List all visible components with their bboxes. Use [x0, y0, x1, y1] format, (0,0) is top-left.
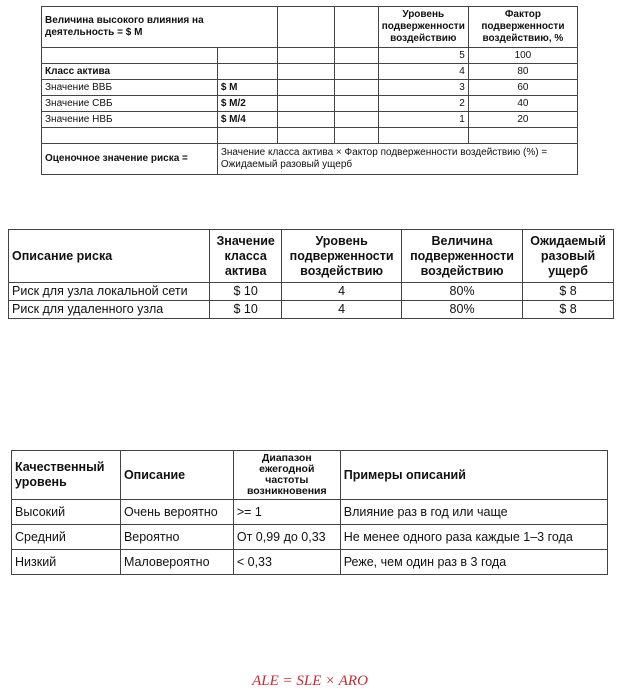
empty-cell: [278, 80, 335, 96]
empty-cell: [217, 64, 277, 80]
ale-formula: ALE = SLE × ARO: [252, 673, 368, 689]
single-loss: $ 8: [523, 301, 614, 319]
empty-cell: [335, 48, 378, 64]
level-cell: 4: [378, 64, 468, 80]
level-cell: 2: [378, 96, 468, 112]
single-loss: $ 8: [523, 283, 614, 301]
empty-cell: [468, 128, 577, 144]
empty-cell: [335, 96, 378, 112]
empty-cell: [42, 128, 218, 144]
empty-cell: [278, 128, 335, 144]
col-header: Качественный уровень: [12, 451, 121, 500]
asset-value: $ 10: [210, 301, 282, 319]
exposure-level: 4: [282, 283, 402, 301]
empty-cell: [335, 112, 378, 128]
col-header: Примеры описаний: [340, 451, 607, 500]
empty-cell: [335, 80, 378, 96]
col-header: Описание риска: [9, 230, 210, 283]
empty-cell: [278, 112, 335, 128]
empty-cell: [278, 48, 335, 64]
table-row: [42, 64, 578, 80]
empty-cell: [335, 7, 378, 48]
exposure-factor: 80%: [402, 301, 523, 319]
col-header: Величина подверженности воздействию: [402, 230, 523, 283]
table-row: [12, 525, 608, 550]
empty-cell: [217, 128, 277, 144]
occurrence-frequency-table: [11, 450, 608, 575]
table-row: [9, 301, 614, 319]
value-cell: $ M: [217, 80, 277, 96]
exposure-level: 4: [282, 301, 402, 319]
empty-cell: [278, 7, 335, 48]
frequency-range: От 0,99 до 0,33: [233, 525, 340, 550]
table-row: [42, 112, 578, 128]
table-header-row: [12, 451, 608, 500]
exposure-factor: 80%: [402, 283, 523, 301]
value-cell: $ M/4: [217, 112, 277, 128]
formula-row: [42, 144, 578, 175]
factor-cell: 100: [468, 48, 577, 64]
col-header: Ожидаемый разовый ущерб: [523, 230, 614, 283]
factor-cell: 80: [468, 64, 577, 80]
risk-assessment-table: [8, 229, 614, 319]
table-header-row: [9, 230, 614, 283]
formula-label: Оценочное значение риска =: [42, 144, 218, 175]
risk-description: Риск для узла локальной сети: [9, 283, 210, 301]
col-header: Описание: [120, 451, 233, 500]
qualitative-level: Высокий: [12, 500, 121, 525]
example: Реже, чем один раз в 3 года: [340, 550, 607, 575]
impact-title-cell: Величина высокого влияния на деятельность = $ M: [42, 7, 278, 48]
table-row: [42, 128, 578, 144]
level-cell: 3: [378, 80, 468, 96]
col-header: Уровень подверженности воздействию: [282, 230, 402, 283]
level-cell: 1: [378, 112, 468, 128]
exposure-level-header: Уровень подверженности воздействию: [378, 7, 468, 48]
risk-description: Риск для удаленного узла: [9, 301, 210, 319]
qualitative-level: Низкий: [12, 550, 121, 575]
description: Вероятно: [120, 525, 233, 550]
empty-cell: [42, 48, 218, 64]
formula-text: Значение класса актива × Фактор подверженности воздействию (%) = Ожидаемый разовый ущерб: [217, 144, 577, 175]
table-row: [12, 550, 608, 575]
factor-cell: 60: [468, 80, 577, 96]
col-header: Значение класса актива: [210, 230, 282, 283]
empty-cell: [378, 128, 468, 144]
row-label: Значение СВБ: [42, 96, 218, 112]
qualitative-level: Средний: [12, 525, 121, 550]
exposure-factor-table: [41, 6, 578, 175]
table-row: [42, 96, 578, 112]
table-row: [9, 283, 614, 301]
example: Не менее одного раза каждые 1–3 года: [340, 525, 607, 550]
example: Влияние раз в год или чаще: [340, 500, 607, 525]
table-row: [12, 500, 608, 525]
factor-cell: 40: [468, 96, 577, 112]
empty-cell: [278, 96, 335, 112]
factor-cell: 20: [468, 112, 577, 128]
frequency-range: < 0,33: [233, 550, 340, 575]
description: Маловероятно: [120, 550, 233, 575]
empty-cell: [335, 128, 378, 144]
description: Очень вероятно: [120, 500, 233, 525]
exposure-factor-header: Фактор подверженности воздействию, %: [468, 7, 577, 48]
value-cell: $ M/2: [217, 96, 277, 112]
table-row: [42, 80, 578, 96]
col-header: Диапазон ежегодной частоты возникновения: [233, 451, 340, 500]
table-header-row: [42, 7, 578, 48]
empty-cell: [335, 64, 378, 80]
level-cell: 5: [378, 48, 468, 64]
table-row: [42, 48, 578, 64]
row-label: Значение НВБ: [42, 112, 218, 128]
row-label: Значение ВВБ: [42, 80, 218, 96]
empty-cell: [217, 48, 277, 64]
asset-class-label: Класс актива: [42, 64, 218, 80]
frequency-range: >= 1: [233, 500, 340, 525]
empty-cell: [278, 64, 335, 80]
asset-value: $ 10: [210, 283, 282, 301]
